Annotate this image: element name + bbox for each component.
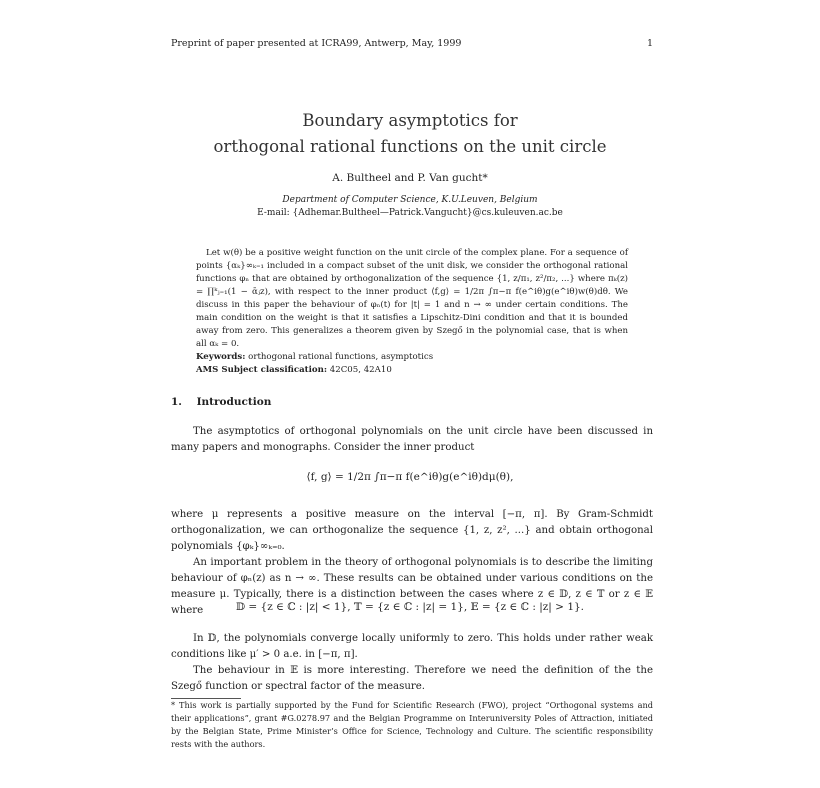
keywords — [196, 351, 628, 364]
paragraph-4 — [171, 631, 653, 695]
section-title: Introduction — [196, 396, 272, 408]
title-line-1: Boundary asymptotics for — [302, 111, 518, 130]
affiliation: Department of Computer Science, K.U.Leuven, Belgium — [282, 195, 538, 205]
title-line-2: orthogonal rational functions on the unit circle — [213, 137, 607, 156]
ams-value: 42C05, 42A10 — [329, 365, 392, 375]
keywords-value: orthogonal rational functions, asymptotics — [248, 352, 434, 362]
abstract-text: Let w(θ) be a positive weight function on the unit circle of the complex plane. For a sequence of points {αₖ}∞ₖ₌₁ included in a compact subset of the unit disk, we consider the orthogonal rational functions φₙ that are obtained by orthogonalization of the sequence {1, z/π₁, z²/π₂, ...} where πₖ(z) = ∏ᵏⱼ₌₁(1 − ᾱⱼz), with respect to the inner product ⟨f,g⟩ = 1/2π ∫π−π f(e^iθ)g(e^iθ)w(θ)dθ. We discuss in this paper the behaviour of φₙ(t) for |t| = 1 and n → ∞ under certain conditions. The main condition on the weight is that it satisfies a Lipschitz-Dini condition and that it is bounded away from zero. This generalizes a theorem given by Szegő in the polynomial case, that is when all αₖ = 0. — [196, 248, 628, 349]
abstract — [196, 247, 628, 377]
ams-label: AMS Subject classification: — [196, 365, 328, 375]
section-number: 1. — [171, 396, 182, 408]
page-number: 1 — [647, 38, 654, 49]
keywords-label: Keywords: — [196, 352, 246, 362]
equation-inner-product: ⟨f, g⟩ = 1/2π ∫π−π f(e^iθ)g(e^iθ)dμ(θ), — [306, 471, 514, 483]
paragraph-3-text: An important problem in the theory of orthogonal polynomials is to describe the limiting behaviour of φₙ(z) as n → ∞. These results can be obtained under various conditions on the measure μ. Typically, there is a distinction between the cases where z ∈ 𝔻, z ∈ 𝕋 or z ∈ 𝔼 where — [171, 557, 653, 616]
paragraph-5-text: The behaviour in 𝔼 is more interesting. Therefore we need the definition of the the Szegő function or spectral factor of the measure. — [171, 665, 653, 692]
authors: A. Bultheel and P. Van gucht* — [332, 172, 488, 184]
paragraph-2-text: where μ represents a positive measure on the interval [−π, π]. By Gram-Schmidt orthogonalization, we can orthogonalize the sequence {1, z, z², ...} and obtain orthogonal polynomials {φₖ}∞ₖ₌₀. — [171, 509, 653, 552]
equation-regions: 𝔻 = {z ∈ ℂ : |z| < 1}, 𝕋 = {z ∈ ℂ : |z| = 1}, 𝔼 = {z ∈ ℂ : |z| > 1}. — [235, 601, 585, 613]
section-heading — [171, 396, 271, 408]
paragraph-1 — [171, 424, 653, 456]
paragraph-4-text: In 𝔻, the polynomials converge locally uniformly to zero. This holds under rather weak conditions like μ′ > 0 a.e. in [−π, π]. — [171, 633, 653, 660]
email: E-mail: {Adhemar.Bultheel—Patrick.Vangucht}@cs.kuleuven.ac.be — [257, 208, 563, 218]
ams-classification — [196, 364, 628, 377]
running-header: Preprint of paper presented at ICRA99, Antwerp, May, 1999 — [171, 38, 462, 49]
footnote: * This work is partially supported by the Fund for Scientific Research (FWO), project “Orthogonal systems and their applications”, grant #G.0278.97 and the Belgian Programme on Interuniversity Poles of Attraction, initiated by the Belgian State, Prime Minister’s Office for Science, Technology and Culture. The scientific responsibility rests with the authors. — [171, 700, 653, 749]
paragraph-1-text: The asymptotics of orthogonal polynomials on the unit circle have been discussed in many papers and monographs. Consider the inner product — [171, 426, 653, 453]
